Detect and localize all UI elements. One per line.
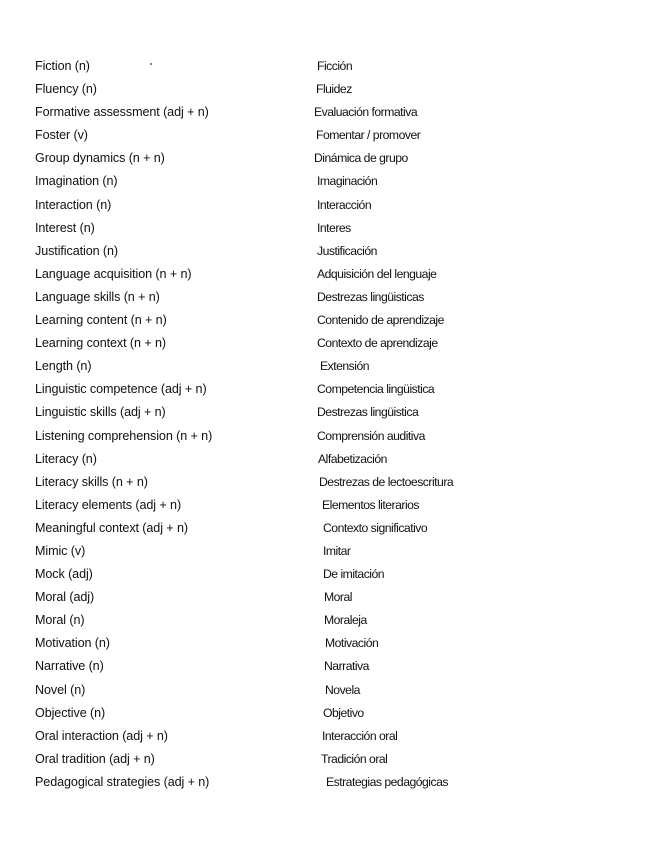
- spanish-term: Interacción oral: [322, 728, 398, 743]
- spanish-term: Contexto significativo: [323, 520, 428, 535]
- spanish-term: Elementos literarios: [322, 497, 420, 512]
- spanish-term: Objetivo: [323, 705, 364, 720]
- glossary-table: [35, 57, 635, 796]
- english-term: Moral (n): [35, 613, 85, 628]
- glossary-row: [35, 611, 635, 634]
- glossary-row: [35, 588, 635, 611]
- english-term: Formative assessment (adj + n): [35, 105, 209, 120]
- spanish-term: De imitación: [323, 567, 385, 582]
- english-term: Fluency (n): [35, 82, 97, 97]
- glossary-row: [35, 219, 635, 242]
- english-term: Language skills (n + n): [35, 289, 160, 304]
- glossary-row: [35, 149, 635, 172]
- spanish-term: Imaginación: [317, 174, 378, 189]
- glossary-row: [35, 542, 635, 565]
- english-term: Novel (n): [35, 682, 86, 697]
- spanish-term: Narrativa: [324, 659, 369, 674]
- english-term: Imagination (n): [35, 174, 118, 189]
- english-term: Listening comprehension (n + n): [35, 428, 213, 443]
- spanish-term: Imitar: [323, 543, 351, 558]
- spanish-term: Alfabetización: [318, 451, 387, 466]
- glossary-row: [35, 427, 635, 450]
- glossary-row: [35, 311, 635, 334]
- glossary-row: [35, 288, 635, 311]
- spanish-term: Contexto de aprendizaje: [317, 336, 438, 351]
- spanish-term: Destrezas lingüisticas: [317, 289, 424, 304]
- english-term: Length (n): [35, 359, 92, 374]
- spanish-term: Evaluación formativa: [314, 105, 418, 120]
- english-term: Foster (v): [35, 128, 88, 143]
- spanish-term: Novela: [325, 682, 360, 697]
- glossary-row: [35, 242, 635, 265]
- glossary-row: [35, 357, 635, 380]
- glossary-row: [35, 126, 635, 149]
- english-term: Language acquisition (n + n): [35, 266, 192, 281]
- english-term: Moral (adj): [35, 590, 95, 605]
- spanish-term: Tradición oral: [321, 751, 388, 766]
- english-term: Learning content (n + n): [35, 313, 167, 328]
- glossary-row: [35, 704, 635, 727]
- english-term: Oral tradition (adj + n): [35, 751, 155, 766]
- english-term: Meaningful context (adj + n): [35, 520, 188, 535]
- english-term: Narrative (n): [35, 659, 104, 674]
- english-term: Linguistic competence (adj + n): [35, 382, 207, 397]
- glossary-row: [35, 450, 635, 473]
- spanish-term: Fomentar / promover: [316, 128, 421, 143]
- glossary-row: [35, 196, 635, 219]
- english-term: Fiction (n): [35, 59, 90, 73]
- spanish-term: Justificación: [317, 243, 377, 258]
- glossary-row: [35, 496, 635, 519]
- english-term: Justification (n): [35, 243, 118, 258]
- english-term: Literacy elements (adj + n): [35, 497, 182, 512]
- english-term: Linguistic skills (adj + n): [35, 405, 166, 420]
- english-term: Mock (adj): [35, 567, 93, 582]
- glossary-row: [35, 103, 635, 126]
- glossary-row: [35, 519, 635, 542]
- english-term: Objective (n): [35, 705, 106, 720]
- spanish-term: Destrezas de lectoescritura: [319, 474, 454, 489]
- glossary-row: [35, 750, 635, 773]
- glossary-row: [35, 334, 635, 357]
- spanish-term: Comprensión auditiva: [317, 428, 425, 443]
- english-term: Group dynamics (n + n): [35, 151, 165, 166]
- spanish-term: Motivación: [325, 636, 379, 651]
- spanish-term: Estrategias pedagógicas: [326, 774, 448, 789]
- glossary-row: [35, 80, 635, 103]
- english-term: Interest (n): [35, 220, 95, 235]
- spanish-term: Competencia lingüistica: [317, 382, 435, 397]
- spanish-term: Interes: [317, 220, 351, 235]
- glossary-row: [35, 657, 635, 680]
- english-term: Literacy (n): [35, 451, 97, 466]
- spanish-term: Destrezas lingüistica: [317, 405, 419, 420]
- english-term: Motivation (n): [35, 636, 110, 651]
- glossary-row: [35, 380, 635, 403]
- spanish-term: Ficción: [317, 59, 353, 73]
- spanish-term: Fluidez: [316, 82, 352, 97]
- glossary-row: [35, 727, 635, 750]
- glossary-row: [35, 565, 635, 588]
- glossary-row: [35, 265, 635, 288]
- spanish-term: Extensión: [320, 359, 370, 374]
- spanish-term: Contenido de aprendizaje: [317, 313, 444, 328]
- glossary-row: [35, 773, 635, 796]
- english-term: Interaction (n): [35, 197, 112, 212]
- english-term: Literacy skills (n + n): [35, 474, 148, 489]
- english-term: Pedagogical strategies (adj + n): [35, 774, 210, 789]
- english-term: Learning context (n + n): [35, 336, 166, 351]
- spanish-term: Adquisición del lenguaje: [317, 266, 437, 281]
- glossary-row: [35, 57, 635, 80]
- spanish-term: Dinámica de grupo: [314, 151, 408, 166]
- spanish-term: Moraleja: [324, 613, 367, 628]
- glossary-row: [35, 473, 635, 496]
- english-term: Mimic (v): [35, 543, 86, 558]
- glossary-row: [35, 634, 635, 657]
- glossary-row: [35, 403, 635, 426]
- spanish-term: Interacción: [317, 197, 372, 212]
- spanish-term: Moral: [324, 590, 352, 605]
- glossary-row: [35, 681, 635, 704]
- english-term: Oral interaction (adj + n): [35, 728, 168, 743]
- glossary-row: [35, 172, 635, 195]
